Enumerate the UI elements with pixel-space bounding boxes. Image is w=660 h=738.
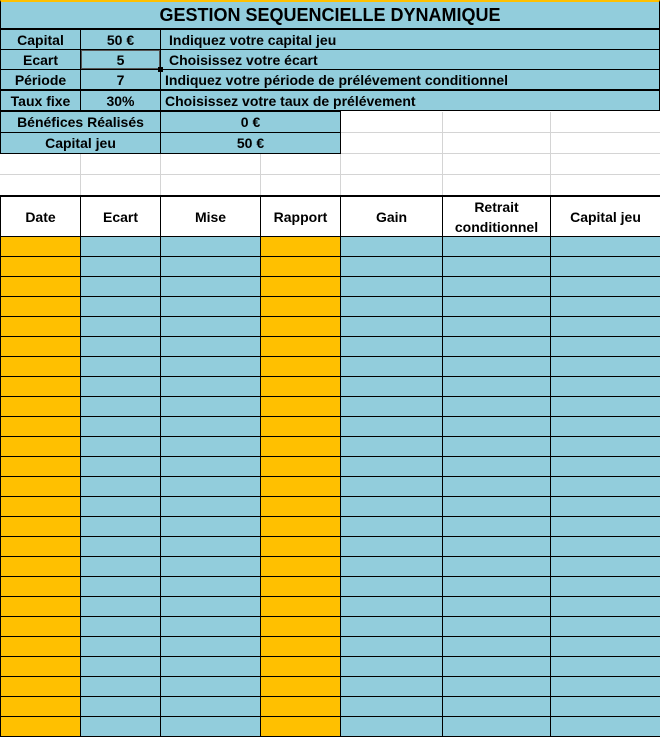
table-cell[interactable] (260, 396, 341, 417)
table-cell[interactable] (160, 256, 261, 277)
table-cell[interactable] (0, 716, 81, 737)
table-cell[interactable] (260, 236, 341, 257)
table-cell[interactable] (340, 416, 443, 437)
table-cell[interactable] (442, 316, 551, 337)
table-cell[interactable] (550, 276, 660, 297)
table-cell[interactable] (260, 316, 341, 337)
table-cell[interactable] (442, 556, 551, 577)
table-cell[interactable] (0, 596, 81, 617)
table-cell[interactable] (160, 696, 261, 717)
table-cell[interactable] (550, 536, 660, 557)
column-header[interactable]: Gain (340, 195, 443, 237)
table-cell[interactable] (80, 236, 161, 257)
table-cell[interactable] (340, 576, 443, 597)
table-cell[interactable] (0, 516, 81, 537)
table-cell[interactable] (442, 716, 551, 737)
table-cell[interactable] (80, 456, 161, 477)
table-cell[interactable] (550, 256, 660, 277)
param-label[interactable]: Capital (0, 29, 81, 50)
param-hint: Indiquez votre période de prélévement conditionnel (160, 69, 660, 90)
table-cell[interactable] (340, 636, 443, 657)
param-value-input[interactable]: 7 (80, 69, 161, 90)
table-cell[interactable] (442, 676, 551, 697)
table-cell[interactable] (550, 316, 660, 337)
table-cell[interactable] (260, 356, 341, 377)
table-cell[interactable] (160, 376, 261, 397)
table-cell[interactable] (80, 696, 161, 717)
table-cell[interactable] (260, 656, 341, 677)
table-cell[interactable] (260, 476, 341, 497)
table-cell[interactable] (340, 396, 443, 417)
table-cell[interactable] (80, 476, 161, 497)
table-cell[interactable] (550, 576, 660, 597)
table-cell[interactable] (160, 396, 261, 417)
table-cell[interactable] (442, 256, 551, 277)
table-cell[interactable] (80, 556, 161, 577)
table-cell[interactable] (0, 636, 81, 657)
param-hint: Indiquez votre capital jeu (160, 29, 660, 50)
table-cell[interactable] (80, 496, 161, 517)
table-cell[interactable] (340, 556, 443, 577)
table-cell[interactable] (160, 316, 261, 337)
table-cell[interactable] (260, 436, 341, 457)
table-cell[interactable] (550, 416, 660, 437)
table-cell[interactable] (442, 236, 551, 257)
table-cell[interactable] (550, 236, 660, 257)
param-value-input[interactable]: 5 (80, 49, 161, 70)
table-cell[interactable] (550, 636, 660, 657)
table-cell[interactable] (0, 696, 81, 717)
column-header[interactable]: Mise (160, 195, 261, 237)
table-cell[interactable] (0, 316, 81, 337)
gridline (260, 153, 261, 195)
table-cell[interactable] (160, 656, 261, 677)
gridline (340, 132, 660, 133)
table-cell[interactable] (160, 636, 261, 657)
table-cell[interactable] (80, 436, 161, 457)
table-cell[interactable] (340, 276, 443, 297)
table-cell[interactable] (160, 616, 261, 637)
table-cell[interactable] (0, 336, 81, 357)
param-value-input[interactable]: 50 € (80, 29, 161, 50)
profits-value[interactable]: 0 € (160, 111, 341, 133)
table-cell[interactable] (80, 676, 161, 697)
table-cell[interactable] (80, 656, 161, 677)
table-cell[interactable] (340, 496, 443, 517)
table-cell[interactable] (340, 436, 443, 457)
table-cell[interactable] (160, 336, 261, 357)
gridline (80, 153, 81, 195)
table-cell[interactable] (80, 616, 161, 637)
table-cell[interactable] (80, 396, 161, 417)
table-cell[interactable] (80, 256, 161, 277)
param-hint: Choisissez votre taux de prélévement (160, 90, 660, 111)
table-cell[interactable] (160, 576, 261, 597)
param-label[interactable]: Taux fixe (0, 90, 81, 111)
table-cell[interactable] (442, 296, 551, 317)
column-header[interactable]: Retrait conditionnel (442, 195, 551, 237)
gridline (160, 153, 161, 195)
table-cell[interactable] (442, 476, 551, 497)
table-cell[interactable] (260, 276, 341, 297)
table-cell[interactable] (260, 616, 341, 637)
table-cell[interactable] (550, 676, 660, 697)
table-cell[interactable] (80, 536, 161, 557)
table-cell[interactable] (0, 396, 81, 417)
table-cell[interactable] (260, 516, 341, 537)
table-cell[interactable] (550, 616, 660, 637)
table-cell[interactable] (550, 476, 660, 497)
table-cell[interactable] (260, 676, 341, 697)
table-cell[interactable] (442, 456, 551, 477)
table-cell[interactable] (160, 676, 261, 697)
table-cell[interactable] (0, 296, 81, 317)
table-cell[interactable] (340, 536, 443, 557)
table-cell[interactable] (0, 576, 81, 597)
table-cell[interactable] (160, 536, 261, 557)
table-cell[interactable] (160, 716, 261, 737)
table-cell[interactable] (442, 596, 551, 617)
table-cell[interactable] (442, 336, 551, 357)
table-cell[interactable] (340, 356, 443, 377)
table-cell[interactable] (550, 556, 660, 577)
table-cell[interactable] (160, 436, 261, 457)
gridline (550, 112, 551, 195)
table-cell[interactable] (340, 476, 443, 497)
param-label[interactable]: Ecart (0, 49, 81, 70)
table-cell[interactable] (340, 696, 443, 717)
table-cell[interactable] (442, 376, 551, 397)
table-cell[interactable] (550, 336, 660, 357)
table-cell[interactable] (260, 696, 341, 717)
table-cell[interactable] (0, 276, 81, 297)
table-cell[interactable] (80, 416, 161, 437)
table-cell[interactable] (0, 536, 81, 557)
table-cell[interactable] (160, 556, 261, 577)
table-cell[interactable] (260, 336, 341, 357)
table-cell[interactable] (442, 516, 551, 537)
table-cell[interactable] (0, 616, 81, 637)
table-cell[interactable] (442, 616, 551, 637)
table-cell[interactable] (550, 296, 660, 317)
table-cell[interactable] (160, 596, 261, 617)
table-cell[interactable] (160, 296, 261, 317)
table-cell[interactable] (550, 456, 660, 477)
table-cell[interactable] (0, 456, 81, 477)
table-cell[interactable] (550, 596, 660, 617)
table-cell[interactable] (80, 336, 161, 357)
table-cell[interactable] (0, 476, 81, 497)
table-cell[interactable] (260, 296, 341, 317)
gridline (442, 112, 443, 195)
param-label[interactable]: Période (0, 69, 81, 90)
table-cell[interactable] (260, 376, 341, 397)
table-cell[interactable] (550, 696, 660, 717)
table-cell[interactable] (442, 636, 551, 657)
table-cell[interactable] (0, 416, 81, 437)
table-cell[interactable] (160, 276, 261, 297)
table-cell[interactable] (80, 276, 161, 297)
table-cell[interactable] (260, 636, 341, 657)
table-cell[interactable] (260, 456, 341, 477)
table-cell[interactable] (340, 596, 443, 617)
table-cell[interactable] (442, 416, 551, 437)
table-cell[interactable] (340, 376, 443, 397)
table-cell[interactable] (260, 716, 341, 737)
table-cell[interactable] (442, 536, 551, 557)
table-cell[interactable] (0, 656, 81, 677)
fill-handle[interactable] (158, 67, 163, 72)
table-cell[interactable] (550, 516, 660, 537)
table-cell[interactable] (260, 496, 341, 517)
column-header[interactable]: Ecart (80, 195, 161, 237)
table-cell[interactable] (260, 416, 341, 437)
sheet-title[interactable]: GESTION SEQUENCIELLE DYNAMIQUE (0, 0, 660, 29)
table-cell[interactable] (442, 436, 551, 457)
table-cell[interactable] (0, 376, 81, 397)
table-cell[interactable] (80, 356, 161, 377)
table-cell[interactable] (550, 396, 660, 417)
table-cell[interactable] (160, 356, 261, 377)
table-cell[interactable] (442, 696, 551, 717)
table-cell[interactable] (260, 256, 341, 277)
table-cell[interactable] (0, 356, 81, 377)
table-cell[interactable] (442, 656, 551, 677)
table-cell[interactable] (550, 716, 660, 737)
table-cell[interactable] (550, 376, 660, 397)
capital-jeu-label[interactable]: Capital jeu (0, 132, 161, 154)
table-cell[interactable] (340, 676, 443, 697)
table-cell[interactable] (0, 556, 81, 577)
table-cell[interactable] (340, 516, 443, 537)
table-cell[interactable] (340, 336, 443, 357)
table-cell[interactable] (160, 456, 261, 477)
table-cell[interactable] (442, 576, 551, 597)
column-header[interactable]: Rapport (260, 195, 341, 237)
table-cell[interactable] (0, 496, 81, 517)
table-cell[interactable] (80, 596, 161, 617)
table-cell[interactable] (160, 476, 261, 497)
table-cell[interactable] (340, 296, 443, 317)
table-cell[interactable] (550, 656, 660, 677)
table-cell[interactable] (260, 536, 341, 557)
table-cell[interactable] (80, 576, 161, 597)
table-cell[interactable] (80, 296, 161, 317)
table-cell[interactable] (80, 316, 161, 337)
column-header[interactable]: Capital jeu (550, 195, 660, 237)
table-cell[interactable] (550, 496, 660, 517)
table-cell[interactable] (80, 716, 161, 737)
table-cell[interactable] (160, 496, 261, 517)
table-cell[interactable] (80, 376, 161, 397)
table-cell[interactable] (160, 516, 261, 537)
table-cell[interactable] (0, 436, 81, 457)
table-cell[interactable] (160, 416, 261, 437)
table-cell[interactable] (550, 356, 660, 377)
gridline (0, 174, 660, 175)
capital-jeu-value[interactable]: 50 € (160, 132, 341, 154)
table-cell[interactable] (442, 396, 551, 417)
table-cell[interactable] (442, 356, 551, 377)
table-cell[interactable] (260, 576, 341, 597)
table-cell[interactable] (340, 616, 443, 637)
table-cell[interactable] (340, 316, 443, 337)
table-cell[interactable] (0, 256, 81, 277)
table-cell[interactable] (0, 236, 81, 257)
table-cell[interactable] (340, 456, 443, 477)
table-cell[interactable] (260, 596, 341, 617)
profits-label[interactable]: Bénéfices Réalisés (0, 111, 161, 133)
table-cell[interactable] (80, 516, 161, 537)
table-cell[interactable] (0, 676, 81, 697)
table-cell[interactable] (442, 496, 551, 517)
table-cell[interactable] (160, 236, 261, 257)
table-cell[interactable] (340, 716, 443, 737)
param-value-input[interactable]: 30% (80, 90, 161, 111)
table-cell[interactable] (260, 556, 341, 577)
table-cell[interactable] (80, 636, 161, 657)
table-cell[interactable] (442, 276, 551, 297)
column-header[interactable]: Date (0, 195, 81, 237)
table-cell[interactable] (550, 436, 660, 457)
param-hint: Choisissez votre écart (160, 49, 660, 70)
table-cell[interactable] (340, 656, 443, 677)
table-cell[interactable] (340, 236, 443, 257)
table-cell[interactable] (340, 256, 443, 277)
